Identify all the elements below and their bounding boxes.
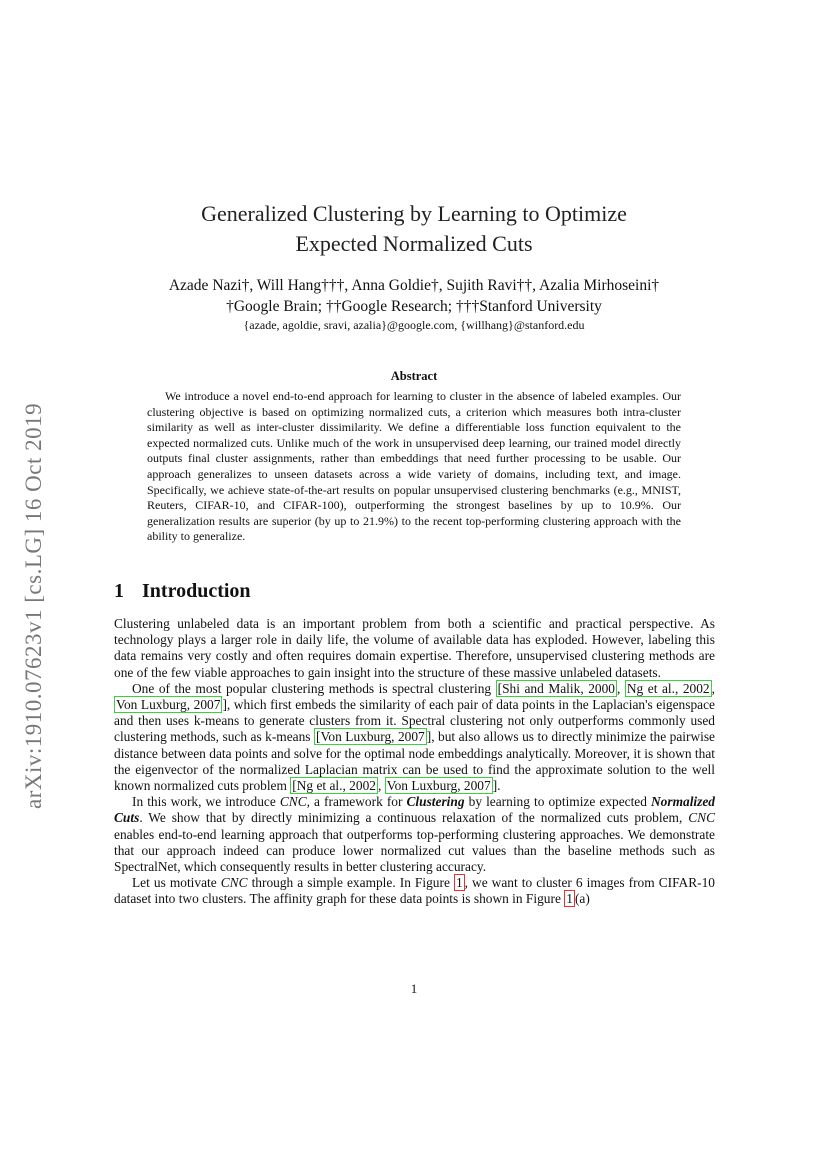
abstract-text: We introduce a novel end-to-end approach for learning to cluster in the absence of labeled examples. Our clustering objective is based on optimizing normalized cuts, a criterion which measures both intra-cluster similarity as well as inter-cluster dissimilarity. We define a differentiable loss function equivalent to the expected normalized cuts. Unlike much of the work in unsupervised deep learning, our trained model directly outputs final cluster assignments, rather than embeddings that need further processing to be usable. Our approach generalizes to unseen datasets across a wide variety of domains, including text, and image. Specifically, we achieve state-of-the-art results on popular unsupervised clustering benchmarks (e.g., MNIST, Reuters, CIFAR-10, and CIFAR-100), outperforming the strongest baselines by up to 10.9%. Our generalization results are superior (by up to 21.9%) to the recent top-performing clustering approach with the ability to generalize. [147, 389, 681, 544]
figure-link[interactable]: 1 [455, 875, 463, 891]
text-run: ]. [492, 778, 501, 794]
title-line-2: Expected Normalized Cuts [295, 231, 533, 256]
page-number: 1 [410, 981, 418, 996]
citation-link[interactable]: [Ng et al., 2002 [292, 778, 376, 794]
citation-link[interactable]: Ng et al., 2002 [626, 680, 710, 696]
section-heading [114, 580, 251, 603]
text-run: , a framework for [306, 794, 407, 810]
paragraph-3 [114, 794, 715, 875]
text-run: . We show that by directly minimizing a continuous relaxation of the normalized cuts problem, [139, 810, 689, 826]
emphasis-normalized-cuts: Normalized Cuts [114, 794, 715, 826]
emphasis-clustering: Clustering [406, 794, 465, 810]
text-run: In this work, we introduce [132, 794, 280, 810]
paper-title [140, 199, 688, 259]
citation-link[interactable]: [Von Luxburg, 2007 [315, 729, 425, 745]
citation-text: Shi and Malik, 2000 [502, 680, 615, 696]
citation-link[interactable]: [Shi and Malik, 2000 [497, 680, 615, 696]
method-name: CNC [688, 810, 715, 826]
paragraph-2 [114, 681, 715, 794]
text-run: , [711, 680, 715, 696]
citation-link[interactable]: Von Luxburg, 2007 [116, 697, 221, 713]
text-run: , we want to cluster 6 images from CIFAR-10 dataset into two clusters. The affinity graph for these data points is shown in Figure [114, 875, 715, 907]
section-number: 1 [114, 580, 124, 602]
affiliations-line: †Google Brain; ††Google Research; †††Stanford University [226, 298, 602, 315]
arxiv-identifier: arXiv:1910.07623v1 [cs.LG] 16 Oct 2019 [21, 402, 46, 810]
method-name: CNC [279, 794, 307, 810]
method-name: CNC [220, 875, 248, 891]
text-run: ], which first embeds the similarity of each pair of data points in the Laplacian's eigenspace and then uses k-means to generate clusters from it. Spectral clustering not only outperforms commonly used clustering methods, such as k-means [114, 697, 715, 745]
text-run: Let us motivate [132, 875, 221, 891]
text-run: One of the most popular clustering methods is spectral clustering [132, 680, 496, 696]
text-run: enables end-to-end learning approach that outperforms top-performing clustering approaches. We demonstrate that our approach indeed can produce lower normalized cut values than the baseline methods such as SpectralNet, which consequently results in better clustering accuracy. [114, 826, 715, 875]
citation-link[interactable]: Von Luxburg, 2007 [386, 778, 491, 794]
text-run: through a simple example. In Figure [247, 875, 454, 891]
text-run: by learning to optimize expected [464, 794, 652, 810]
paragraph-1: Clustering unlabeled data is an important problem from both a scientific and practical perspective. As technology plays a larger role in daily life, the volume of available data has exploded. However, labeling this data remains very costly and often requires domain expertise. Therefore, unsupervised clustering methods are one of the few viable approaches to gain insight into the structure of these massive unlabeled datasets. [114, 616, 715, 680]
figure-link[interactable]: 1 [566, 891, 573, 907]
text-run: ], but also allows us to directly minimize the pairwise distance between data points and solve for the optimal node embeddings analytically. Moreover, it is shown that the eigenvector of the normalized Laplacian matrix can be used to find the approximate solution to the well known normalized cuts problem [114, 729, 715, 794]
text-run: , [616, 680, 625, 696]
body-text [114, 616, 715, 908]
text-run: , [377, 778, 385, 794]
paragraph-4 [114, 875, 715, 907]
citation-text: Von Luxburg, 2007 [320, 729, 425, 745]
author-block [120, 275, 708, 317]
section-title: Introduction [142, 580, 251, 602]
text-run: (a) [574, 891, 590, 907]
abstract-heading: Abstract [390, 369, 438, 383]
emails-line: {azade, agoldie, sravi, azalia}@google.com, {willhang}@stanford.edu [243, 318, 585, 332]
authors-line: Azade Nazi†, Will Hang†††, Anna Goldie†, Sujith Ravi††, Azalia Mirhoseini† [168, 277, 660, 294]
title-line-1: Generalized Clustering by Learning to Optimize [201, 201, 627, 226]
citation-text: Ng et al., 2002 [296, 778, 376, 794]
